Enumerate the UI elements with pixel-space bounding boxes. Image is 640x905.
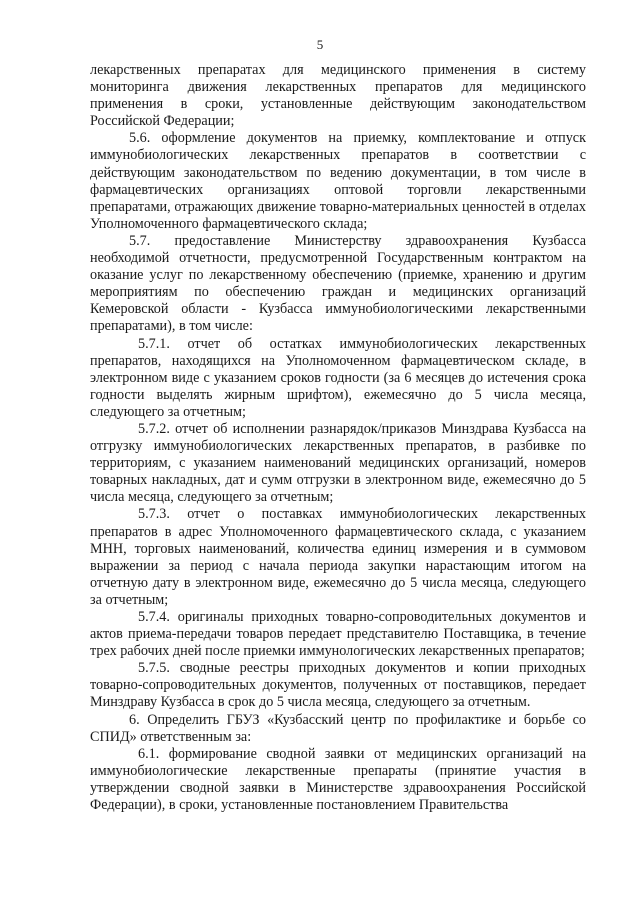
paragraph-6-1: 6.1. формирование сводной заявки от медицинских организаций на иммунобиологические лекарственные препараты (принятие участия в утверждении сводной заявки в Министерстве здравоохранения Российской Федерации), в сроки, установленные постановлением Правительства <box>90 745 586 814</box>
paragraph-5-7-1: 5.7.1. отчет об остатках иммунобиологических лекарственных препаратов, находящихся на Уполномоченном фармацевтическом складе, в электронном виде с указанием сроков годности (за 6 месяцев до истечения срока годности выделять жирным шрифтом), ежемесячно до 5 числа месяца, следующего за отчетным; <box>90 335 586 420</box>
paragraph-5-7-4: 5.7.4. оригиналы приходных товарно-сопроводительных документов и актов приема-передачи товаров передает представителю Поставщика, в течение трех рабочих дней после приемки иммунологических лекарственных препаратов; <box>90 609 586 660</box>
page-number: 5 <box>316 37 324 52</box>
paragraph-5-7: 5.7. предоставление Министерству здравоохранения Кузбасса необходимой отчетности, предусмотренной Государственным контрактом на оказание услуг по лекарственному обеспечению (приемке, хранению и другим мероприятиям по обеспечению граждан и медицинских организаций Кемеровской области - Кузбасса иммунобиологическими лекарственными препаратами), в том числе: <box>90 232 586 335</box>
document-body <box>90 62 586 814</box>
paragraph-continuation: лекарственных препаратах для медицинского применения в систему мониторинга движения лекарственных препаратов для медицинского применения в сроки, установленные действующим законодательством Российской Федерации; <box>90 62 586 130</box>
paragraph-5-7-5: 5.7.5. сводные реестры приходных документов и копии приходных товарно-сопроводительных документов, полученных от поставщиков, передает Минздраву Кузбасса в срок до 5 числа месяца, следующего за отчетным. <box>90 660 586 711</box>
paragraph-6: 6. Определить ГБУЗ «Кузбасский центр по профилактике и борьбе со СПИД» ответственным за: <box>90 711 586 745</box>
paragraph-5-6: 5.6. оформление документов на приемку, комплектование и отпуск иммунобиологических лекарственных препаратов в соответствии с действующим законодательством по ведению документации, в том числе в фармацевтических организациях оптовой торговли лекарственными препаратами, отражающих движение товарно-материальных ценностей в отделах Уполномоченного фармацевтического склада; <box>90 130 586 232</box>
paragraph-5-7-3: 5.7.3. отчет о поставках иммунобиологических лекарственных препаратов в адрес Уполномоченного фармацевтического склада, с указанием МНН, торговых наименований, количества единиц измерения и в суммовом выражении за период с начала периода закупки нарастающим итогом на отчетную дату в электронном виде, ежемесячно до 5 числа месяца, следующего за отчетным; <box>90 506 586 608</box>
paragraph-5-7-2: 5.7.2. отчет об исполнении разнарядок/приказов Минздрава Кузбасса на отгрузку иммунобиологических лекарственных препаратов, в разбивке по территориям, с указанием наименований медицинских организаций, номеров товарных накладных, дат и сумм отгрузки в электронном виде, ежемесячно до 5 числа месяца, следующего за отчетным; <box>90 420 586 506</box>
